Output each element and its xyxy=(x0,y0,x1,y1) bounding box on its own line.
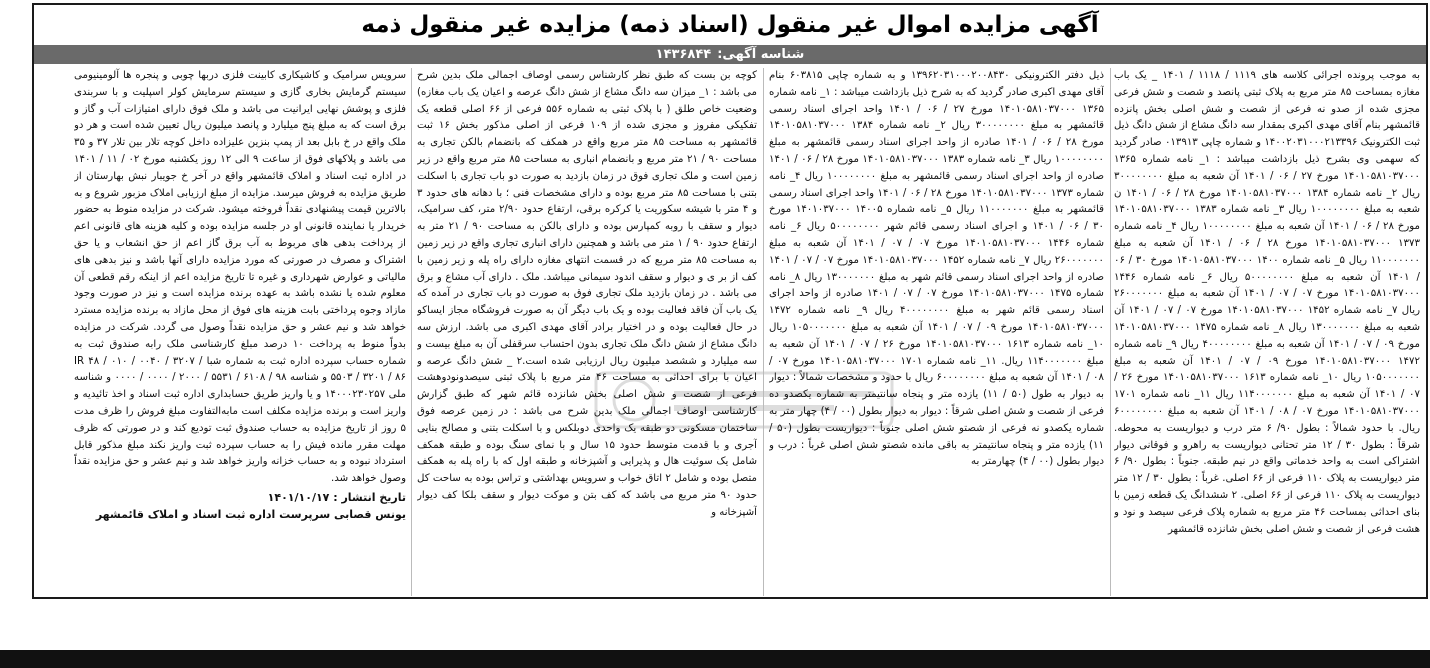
column-divider xyxy=(1110,68,1111,596)
notice-title: آگهی مزایده اموال غیر منقول (اسناد ذمه) مزایده غیر منقول ذمه xyxy=(361,12,1099,38)
notice-column-2 xyxy=(769,68,1104,596)
notice-footer xyxy=(74,490,406,524)
notice-id-value: ۱۴۳۶۸۴۴ xyxy=(655,47,712,62)
publish-date-value: ۱۴۰۱/۱۰/۱۷ xyxy=(267,490,330,504)
column-divider xyxy=(411,68,412,596)
notice-column-4 xyxy=(74,68,406,596)
column-text: سرویس سرامیک و کاشیکاری کابینت فلزی دربها چوبی و پنجره ها آلومینیومی سیستم گرمایش بخاری گازی و سیستم سرمایش کولر اسپلیت و با سربندی فلزی و پوشش نهایی ایرانیت می باشد و ملک فوق دارای امتیازات آب و گاز و برق است که به مبلغ پنج میلیارد و پانصد میلیون ریال تعیین شده است و هر دو ملک واقع در خ بابل بعد از پمپ بنزین علیزاده داخل کوچه تلار بین تلار ۳۷ و ۳۵ می باشد و پلاکهای فوق از ساعت ۹ الی ۱۲ روز یکشنبه مورخ ۰۲ / ۱۱ / ۱۴۰۱ در اداره ثبت اسناد و املاک قائمشهر واقع در آخر خ جویبار نبش بهارستان از طریق مزایده به فروش میرسد. مزایده از مبلغ ارزیابی املاک مزبور شروع و به بالاترین قیمت پیشنهادی نقداً فروخته میشود. شرکت در مزایده منوط به حضور خریدار یا نماینده قانونی او در جلسه مزایده بوده و کلیه هزینه های قانونی اعم از پرداخت بدهی های مربوط به آب برق گاز اعم از حق انشعاب و یا حق اشتراک و مصرف در صورتی که مورد مزایده دارای آنها باشد و نیز بدهی های مالیاتی و عوارض شهرداری و غیره تا تاریخ مزایده اعم از اینکه رقم قطعی آن معلوم شده یا نشده باشد به عهده برنده مزایده است و نیز در صورت وجود مازاد وجوه پرداختی بابت هزینه های فوق از محل مازاد به برنده مزایده مسترد خواهد شد و نیم عشر و حق مزایده نقداً وصول می گردد. شرکت در مزایده بدواً منوط به پرداخت ۱۰ درصد مبلغ کارشناسی ملک رابه صندوق ثبت به شماره حساب سپرده اداره ثبت به شماره شبا IR ۴۸ / ۰۱۰ / ۰۰۴۰ / ۳۲۰۷ / ۵۵۰۳ / ۳۲۰۱ / ۸۶ و شناسه ۹۸ / ۶۱۰۸ / ۵۵۳۱ / ۲۰۰۰ / ۰۰۰۰ / ۰۰۰۰ و شناسه ملی ۱۴۰۰۰۲۳۰۲۵۷ و یا واریز طریق حسابداری اداره ثبت اسناد و اخذ تائیدیه و واریز است و برنده مزایده مکلف است مابه‌التفاوت مبلغ فروش را ظرف مدت ۵ روز از تاریخ مزایده به حساب صندوق ثبت تودیع کند و در صورتی که ظرف مهلت مقرر مانده فیش را به حساب سپرده ثبت واریز نکند مبلغ مذکور قابل استرداد نبوده و به حساب خزانه واریز خواهد شد و نیم عشر و حق مزایده نقداً وصول خواهد شد. xyxy=(74,70,406,485)
publish-date-line xyxy=(74,490,406,507)
column-text: کوچه بن بست که طبق نظر کارشناس رسمی اوصاف اجمالی ملک بدین شرح می باشد : ۱_ میزان سه دانگ مشاع از شش دانگ عرصه و اعیان یک باب مغازه) وضعیت خاص طلق ( با پلاک ثبتی به شماره ۵۵۶ فرعی از ۶۶ اصلی قطعه یک تفکیکی مفروز و مجزی شده از ۱۰۹ فرعی از اصلی مذکور بخش ۱۶ ثبت قائمشهر به مساحت ۸۵ متر مربع واقع در همکف که بانضمام بالکن تجاری به مساحت ۹۰ / ۲۱ متر مربع و بانضمام انباری به مساحت ۸۵ متر مربع واقع در زیر زمین است و ملک تجاری فوق در زمان بازدید به صورت دو باب تجاری با اسکلت بتنی با مساحت ۸۵ متر مربع بوده و دارای مشخصات فنی ؛ با دهانه های حدود ۳ و ۴ متر با شیشه سکوریت یا کرکره برقی، ارتفاع حدود ۲/۹۰ متر، کف سرامیک، دیوار و سقف با روبه کمپارس بوده و دارای بالکن به مساحت ۹۰ / ۲۱ متر به ارتفاع حدود ۹۰ / ۱ متر می باشد و همچنین دارای انباری تجاری واقع در زیر زمین به مساحت ۸۵ متر مربع که در قسمت انتهای مغازه دارای راه پله و زیر زمین با کف از بر ی و دیوار و سقف اندود سیمانی میباشد. ملک . دارای آب مشاع و برق می باشد . در زمان بازدید ملک تجاری فوق به صورت دو باب تجاری در آمده که یک باب آن فاقد فعالیت بوده و یک باب دیگر آن به صورت فروشگاه مجاز ایساکو در حال فعالیت بوده و در اختیار برادر آقای مهدی اکبری می باشد. ارزش سه دانگ مشاع از شش دانگ ملک تجاری بدون احتساب سرقفلی آن به مبلغ بیست و سه میلیارد و ششصد میلیون ریال ارزیابی شده است.۲ _ شش دانگ عرصه و اعیان با برای احداثی به مساحت ۴۶ متر مربع با پلاک ثبتی سیصدونودوهشت فرعی از شصت و شش اصلی بخش شانزده قائم شهر که طبق گزارش کارشناسی اوصاف اجمالی ملک بدین شرح می باشد : در زمین عرصه فوق ساختمان مسکونی دو طبقه یک واحدی دوبلکس و با اسکلت بتنی و مصالح بنایی آجری و با قدمت متوسط حدود ۱۵ سال و با نمای سنگ بوده و طبقه همکف شامل یک سوئیت هال و پذیرایی و آشپزخانه و طبقه اول که با راه پله به همکف متصل بوده و شامل ۲ اتاق خواب و سرویس بهداشتی و تراس بوده به ساحت کل حدود ۹۰ متر مربع می باشد که کف بتن و موکت دیوار و سقف بلکا کف دیوار آشپزخانه و xyxy=(417,70,757,518)
notice-id-bar xyxy=(34,45,1426,64)
column-text: به موجب پرونده اجرائی کلاسه های ۱۱۱۹ / ۱۱۱۸ / ۱۴۰۱ _ یک باب مغازه بمساحت ۸۵ متر مربع به پلاک ثبتی پانصد و شصت و شش فرعی مجزی شده از صدو نه فرعی از شصت و شش اصلی بخش پانزده قائمشهر بنام آقای مهدی اکبری بمقدار سه دانگ مشاع از شش دانگ ذیل ثبت الکترونیک ۱۴۰۰۲۰۳۱۰۰۰۲۱۳۳۹۶ و شماره چاپی ۰۱۳۹۱۳ صادر گردید که سهمی وی بشرح ذیل بازداشت میباشد : ۱_ نامه شماره ۱۳۶۵ ۱۴۰۱۰۵۸۱۰۳۷۰۰۰ مورخ ۲۷ / ۰۶ / ۱۴۰۱ آن شعبه به مبلغ ۳۰۰۰۰۰۰۰۰ ریال ۲_ نامه شماره ۱۳۸۴ ۱۴۰۱۰۵۸۱۰۳۷۰۰۰ مورخ ۲۸ / ۰۶ / ۱۴۰۱ ن شعبه به مبلغ ۱۰۰۰۰۰۰۰۰ ریال ۳_ نامه شماره ۱۳۸۳ ۱۴۰۱۰۵۸۱۰۳۷۰۰۰ مورخ ۲۸ / ۰۶ / ۱۴۰۱ آن شعبه به مبلغ ۱۰۰۰۰۰۰۰۰ ریال ۴_ نامه شماره ۱۳۷۳ ۱۴۰۱۰۵۸۱۰۳۷۰۰۰ مورخ ۲۸ / ۰۶ / ۱۴۰۱ آن شعبه به مبلغ ۱۱۰۰۰۰۰۰۰ ریال ۵_ نامه شماره ۱۴۰۰ ۱۴۰۱۰۵۸۱۰۳۷۰۰۰ مورخ ۳۰ / ۰۶ / ۱۴۰۱ آن شعبه به مبلغ ۵۰۰۰۰۰۰۰۰ ریال ۶_ نامه شماره ۱۴۴۶ ۱۴۰۱۰۵۸۱۰۳۷۰۰۰ مورخ ۰۷ / ۰۷ / ۱۴۰۱ آن شعبه به مبلغ ۲۶۰۰۰۰۰۰۰ ریال ۷_ نامه شماره ۱۴۵۲ ۱۴۰۱۰۵۸۱۰۳۷۰۰۰ مورخ ۰۷ / ۰۷ / ۱۴۰۱ آن شعبه به مبلغ ۱۳۰۰۰۰۰۰۰ ریال ۸_ نامه شماره ۱۴۷۵ ۱۴۰۱۰۵۸۱۰۳۷۰۰۰ مورخ ۰۹ / ۰۷ / ۱۴۰۱ آن شعبه به مبلغ ۴۰۰۰۰۰۰۰۰ ریال ۹_ نامه شماره ۱۴۷۲ ۱۴۰۱۰۵۸۱۰۳۷۰۰۰ مورخ ۰۹ / ۰۷ / ۱۴۰۱ آن شعبه به مبلغ ۱۰۵۰۰۰۰۰۰۰ ریال ۱۰_ نامه شماره ۱۶۱۳ ۱۴۰۱۰۵۸۱۰۳۷۰۰۰ مورخ ۲۶ / ۰۷ / ۱۴۰۱ آن شعبه به مبلغ ۱۱۴۰۰۰۰۰۰۰ ریال ۱۱_ نامه شماره ۱۷۰۱ ۱۴۰۱۰۵۸۱۰۳۷۰۰۰ مورخ ۰۷ / ۰۸ / ۱۴۰۱ آن شعبه به مبلغ ۶۰۰۰۰۰۰۰۰ ریال. با حدود شمالاً : بطول ۹۰/ ۶ متر درب و دیواریست به محوطه. شرقاً : بطول ۳۰ / ۱۲ متر تحتانی دیواریست به راهرو و فوقانی دیوار اشتراکی است به واحد خدماتی واقع در نیم طبقه. جنوباً : بطول ۹۰/ ۶ متر دیواریست به پلاک ۱۱۰ فرعی از ۶۶ اصلی. غرباً : بطول ۳۰ / ۱۲ متر دیواریست به پلاک ۱۱۰ فرعی از ۶۶ اصلی. ۲ ششدانگ یک قطعه زمین با بنای احداثی بمساحت ۴۶ متر مربع به شماره پلاک فرعی سیصد و نود و هشت فرعی از شصت و شش اصلی بخش شانزده قائمشهر xyxy=(1114,70,1420,535)
notice-column-1 xyxy=(1114,68,1420,596)
column-divider xyxy=(763,68,764,596)
signature-line: یونس قصابی سرپرست اداره ثبت اسناد و املاک قائمشهر xyxy=(95,507,406,521)
publish-date-label: تاریخ انتشار : xyxy=(333,490,406,504)
page-bottom-band xyxy=(0,650,1430,668)
notice-id-label: شناسه آگهی: xyxy=(717,47,805,62)
column-text: ذیل دفتر الکترونیکی ۱۳۹۶۲۰۳۱۰۰۰۲۰۰۸۴۳۰ و به شماره چاپی ۶۰۳۸۱۵ بنام آقای مهدی اکبری صادر گردید که به شرح ذیل بازداشت میباشد : ۱_ نامه شماره ۱۳۶۵ ۱۴۰۱۰۵۸۱۰۳۷۰۰۰ مورخ ۲۷ / ۰۶ / ۱۴۰۱ واحد اجرای اسناد رسمی قائمشهر به مبلغ ۳۰۰۰۰۰۰۰۰ ریال ۲_ نامه شماره ۱۳۸۴ ۱۴۰۱۰۵۸۱۰۳۷۰۰۰ مورخ ۲۸ / ۰۶ / ۱۴۰۱ صادره از واحد اجرای اسناد رسمی قائمشهر به مبلغ ۱۰۰۰۰۰۰۰۰ ریال ۳_ نامه شماره ۱۳۸۳ ۱۴۰۱۰۵۸۱۰۳۷۰۰۰ مورخ ۲۸ / ۰۶ / ۱۴۰۱ صادره از واحد اجرای اسناد رسمی قائمشهر به مبلغ ۱۰۰۰۰۰۰۰۰ ریال ۴_ نامه شماره ۱۳۷۳ ۱۴۰۱۰۵۸۱۰۳۷۰۰۰ مورخ ۲۸ / ۰۶ / ۱۴۰۱ واحد اجرای اسناد رسمی قائمشهر به مبلغ ۱۱۰۰۰۰۰۰۰ ریال ۵_ نامه شماره ۱۴۰۰۵ ۱۴۰۱۰۳۷۰۰۰ مورخ ۳۰ / ۰۶ / ۱۴۰۱ و اجرای اسناد رسمی قائم شهر ۵۰۰۰۰۰۰۰۰ ریال ۶_ نامه شماره ۱۴۴۶ ۱۴۰۱۰۵۸۱۰۳۷۰۰۰ مورخ ۰۷ / ۰۷ / ۱۴۰۱ آن شعبه به مبلغ ۲۶۰۰۰۰۰۰۰ ریال ۷_ نامه شماره ۱۴۵۲ ۱۴۰۱۰۵۸۱۰۳۷۰۰۰ مورخ ۰۷ / ۰۷ / ۱۴۰۱ صادره از واحد اجرای اسناد رسمی قائم شهر به مبلغ ۱۳۰۰۰۰۰۰۰ ریال ۸_ نامه شماره ۱۴۷۵ ۱۴۰۱۰۵۸۱۰۳۷۰۰۰ مورخ ۰۷ / ۰۷ / ۱۴۰۱ صادره از واحد اجرای اسناد رسمی قائم شهر به مبلغ ۴۰۰۰۰۰۰۰۰ ریال ۹_ نامه شماره ۱۴۷۲ ۱۴۰۱۰۵۸۱۰۳۷۰۰۰ مورخ ۰۹ / ۰۷ / ۱۴۰۱ آن شعبه به مبلغ ۱۰۵۰۰۰۰۰۰۰ ریال ۱۰_ نامه شماره ۱۶۱۳ ۱۴۰۱۰۵۸۱۰۳۷۰۰۰ مورخ ۲۶ / ۰۷ / ۱۴۰۱ آن شعبه به مبلغ ۱۱۴۰۰۰۰۰۰۰ ریال. ۱۱_ نامه شماره ۱۷۰۱ ۱۴۰۱۰۵۸۱۰۳۷۰۰۰ مورخ ۰۷ / ۰۸ / ۱۴۰۱ آن شعبه به مبلغ ۶۰۰۰۰۰۰۰۰ ریال با حدود و مشخصات شمالاً : دیوار به دیوار به طول (۵۰ / ۱۱) یازده متر و پنجاه سانتیمتر به شماره یکصدو ده فرعی از شصت و شش اصلی شرقاً : دیوار به دیوار بطول (۰۰ / ۴) چهار متر به شماره یکصدو نه فرعی از شصتو شش اصلی جنوباً : دیواریست بطول (۵۰ / ۱۱) یازده متر و پنجاه سانتیمتر به باقی مانده شصتو شش اصلی غرباً : درب و دیوار بطول (۰۰ / ۴) چهارمتر به xyxy=(769,70,1104,468)
auction-notice xyxy=(32,3,1428,599)
notice-column-3 xyxy=(417,68,757,596)
